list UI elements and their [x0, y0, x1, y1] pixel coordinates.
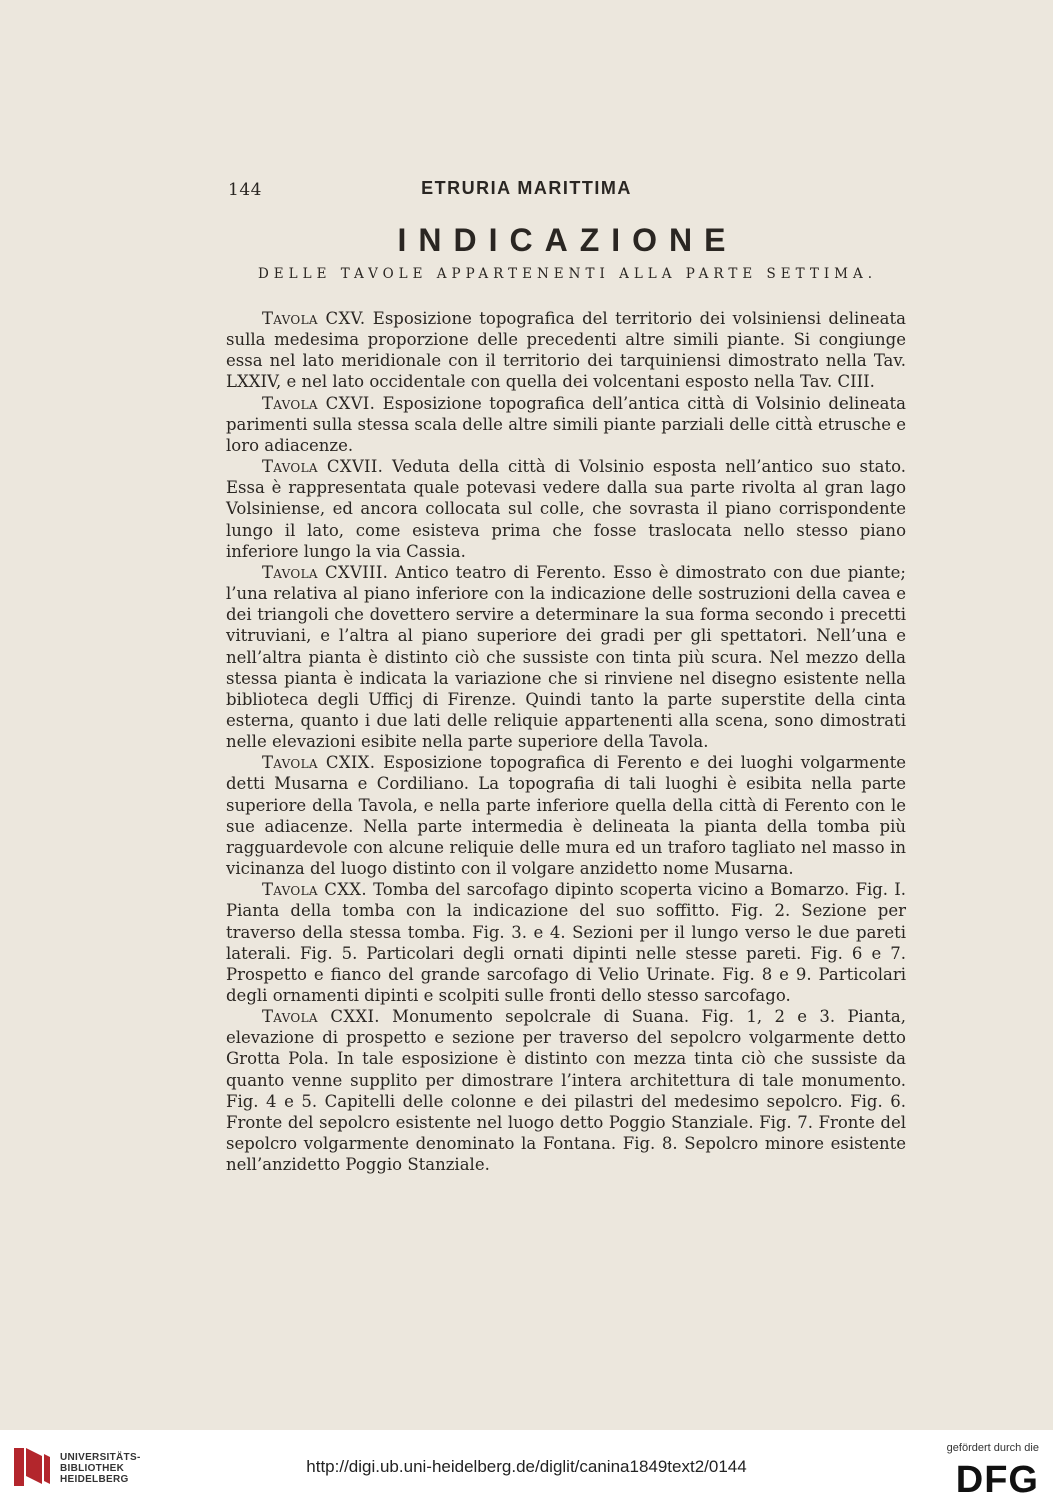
page-title: INDICAZIONE	[397, 222, 738, 258]
library-name-line: BIBLIOTHEK	[60, 1463, 125, 1474]
paragraph-tavola-cxviii	[226, 562, 906, 752]
library-name-line: UNIVERSITÄTS-	[60, 1452, 141, 1463]
tavola-label: Tavola CXIX.	[262, 753, 376, 773]
tavola-label: Tavola CXVII.	[262, 457, 384, 477]
dfg-logo: DFG	[955, 1459, 1039, 1501]
paragraph-text: Esposizione topografica di Ferento e dei luoghi volgarmente detti Musarna e Cordiliano. La topografia di tali luoghi è esibita nella parte superiore della Tavola, e nella parte inferiore quella della città di Ferento con le sue adiacenze. Nella parte intermedia è delineata la pianta della tomba più ragguardevole con alcune reliquie delle mura ed un traforo tagliato nel masso in vicinanza del luogo distinto con il volgare anzidetto nome Musarna.	[226, 753, 906, 879]
paragraph-tavola-cxxi	[226, 1006, 906, 1175]
tavola-label: Tavola CXX.	[262, 880, 367, 900]
tavola-label: Tavola CXV.	[262, 309, 366, 328]
funded-by-text: gefördert durch die	[946, 1442, 1039, 1454]
page-subtitle: DELLE TAVOLE APPARTENENTI ALLA PARTE SETTIMA.	[257, 266, 878, 282]
paragraph-text: Antico teatro di Ferento. Esso è dimostrato con due piante; l’una relativa al piano inferiore con la indicazione delle sostruzioni della cavea e dei triangoli che dovettero servire a determinare la sua forma secondo i precetti vitruviani, e l’altra al piano superiore dei gradi per gli spettatori. Nell’una e nell’altra pianta è distinto ciò che sussiste con tinta più scura. Nel mezzo della stessa pianta è indicata la variazione che si rinviene nel disegno esistente nella biblioteca degli Ufficj di Firenze. Quindi tanto la parte superstite della cinta esterna, quanto i due lati delle reliquie appartenenti alla scena, sono dimostrati nelle elevazioni esibite nella parte superiore della Tavola.	[226, 562, 906, 752]
paragraph-text: Esposizione topografica del territorio dei volsiniensi delineata sulla medesima proporzione delle precedenti altre simili piante. Si congiunge essa nel lato meridionale con il territorio dei tarquiniensi dimostrato nella Tav. LXXIV, e nel lato occidentale con quella dei volcentani esposto nella Tav. CIII.	[226, 309, 906, 392]
paragraph-text: Esposizione topografica dell’antica città di Volsinio delineata parimenti sulla stessa scala delle altre simili piante parziali delle città etrusche e loro adiacenze.	[226, 393, 906, 455]
paragraph-text: Veduta della città di Volsinio esposta nell’antico suo stato. Essa è rappresentata quale potevasi vedere dalla sua parte rivolta al gran lago Volsiniense, ed ancora collocata sul colle, che sovrasta il piano corrispondente lungo il lato, come esisteva prima che fosse traslocata nello stesso piano inferiore lungo la via Cassia.	[226, 457, 906, 561]
paragraph-tavola-cxvi	[226, 393, 906, 456]
tavola-label: Tavola CXXI.	[262, 1007, 380, 1027]
paragraph-text: Monumento sepolcrale di Suana. Fig. 1, 2 e 3. Pianta, elevazione di prospetto e sezione per traverso del sepolcro volgarmente detto Grotta Pola. In tale esposizione è distinto con mezza tinta ciò che sussiste da quanto venne supplito per dimostrare l’intera architettura di tale monumento. Fig. 4 e 5. Capitelli delle colonne e dei pilastri del medesimo sepolcro. Fig. 6. Fronte del sepolcro esistente nel luogo detto Poggio Stanziale. Fig. 7. Fronte del sepolcro volgarmente denominato la Fontana. Fig. 8. Sepolcro minore esistente nell’anzidetto Poggio Stanziale.	[226, 1007, 907, 1175]
running-head: ETRURIA MARITTIMA	[421, 178, 632, 198]
tavola-label: Tavola CXVIII.	[262, 562, 389, 582]
paragraph-tavola-cxx	[226, 879, 906, 1006]
paragraph-tavola-cxvii	[226, 456, 906, 562]
paragraph-text: Tomba del sarcofago dipinto scoperta vicino a Bomarzo. Fig. I. Pianta della tomba con la indicazione del suo soffitto. Fig. 2. Sezione per traverso della stessa tomba. Fig. 3. e 4. Sezioni per il lungo verso le due pareti laterali. Fig. 5. Particolari degli ornati dipinti nelle stesse pareti. Fig. 6 e 7. Prospetto e fianco del grande sarcofago di Velio Urinate. Fig. 8 e 9. Particolari degli ornamenti dipinti e scolpiti sulle fronti dello stesso sarcofago.	[226, 880, 906, 1005]
paragraph-tavola-cxix	[226, 752, 906, 879]
document-url-link[interactable]: http://digi.ub.uni-heidelberg.de/diglit/canina1849text2/0144	[306, 1457, 747, 1476]
paragraph-tavola-cxv	[226, 308, 906, 393]
library-name-line: HEIDELBERG	[60, 1474, 129, 1485]
body-text	[226, 308, 906, 1175]
page-number: 144	[228, 180, 262, 200]
footer-bar	[0, 1430, 1053, 1508]
tavola-label: Tavola CXVI.	[262, 393, 376, 413]
